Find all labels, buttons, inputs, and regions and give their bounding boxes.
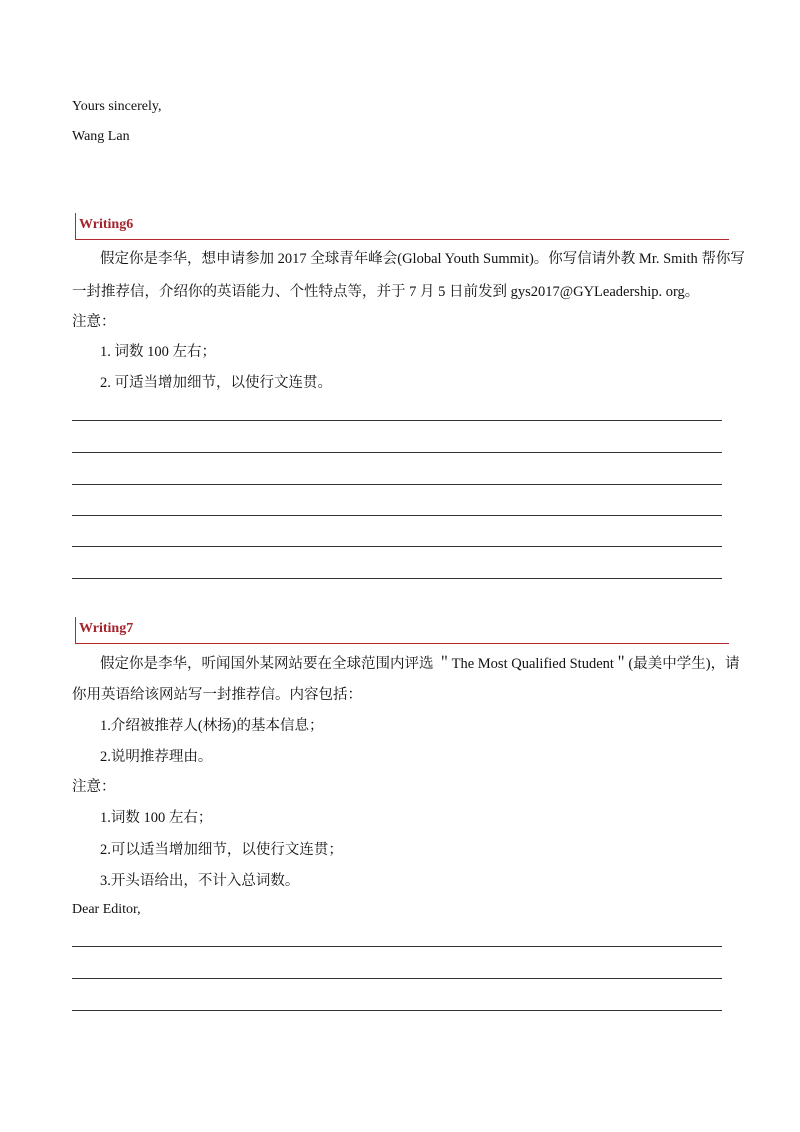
closing-signature: Wang Lan (72, 129, 130, 144)
writing7-note-1: 1.词数 100 左右； (100, 810, 213, 826)
writing6-prompt-line2: 一封推荐信，介绍你的英语能力、个性特点等，并于 7 月 5 日前发到 gys2017@GYLeadership. org。 (72, 284, 700, 300)
answer-line (72, 1010, 722, 1011)
answer-line (72, 420, 722, 421)
writing7-title: Writing7 (79, 621, 134, 636)
answer-line (72, 578, 722, 579)
writing7-prompt-line1: 假定你是李华，听闻国外某网站要在全球范围内评选 ＂The Most Qualified Student＂(最美中学生)，请 (100, 656, 740, 672)
writing7-prompt-line2: 你用英语给该网站写一封推荐信。内容包括： (72, 687, 362, 703)
answer-line (72, 946, 722, 947)
writing6-note-2: 2. 可适当增加细节，以使行文连贯。 (100, 375, 332, 391)
writing6-note-label: 注意： (72, 314, 116, 330)
writing7-header (75, 617, 729, 644)
writing6-title: Writing6 (79, 217, 134, 232)
writing6-note-1: 1. 词数 100 左右； (100, 344, 216, 360)
writing7-letter-opening: Dear Editor, (72, 902, 141, 917)
answer-line (72, 978, 722, 979)
answer-line (72, 546, 722, 547)
writing7-note-3: 3.开头语给出，不计入总词数。 (100, 873, 300, 889)
closing-salutation: Yours sincerely, (72, 99, 162, 114)
answer-line (72, 484, 722, 485)
writing7-note-2: 2.可以适当增加细节，以使行文连贯； (100, 842, 343, 858)
writing7-content-1: 1.介绍被推荐人(林扬)的基本信息； (100, 718, 324, 734)
answer-line (72, 452, 722, 453)
writing6-prompt-line1: 假定你是李华，想申请参加 2017 全球青年峰会(Global Youth Summit)。你写信请外教 Mr. Smith 帮你写 (100, 251, 745, 267)
writing7-note-label: 注意： (72, 779, 116, 795)
writing7-content-2: 2.说明推荐理由。 (100, 749, 213, 765)
answer-line (72, 515, 722, 516)
writing6-header (75, 213, 729, 240)
